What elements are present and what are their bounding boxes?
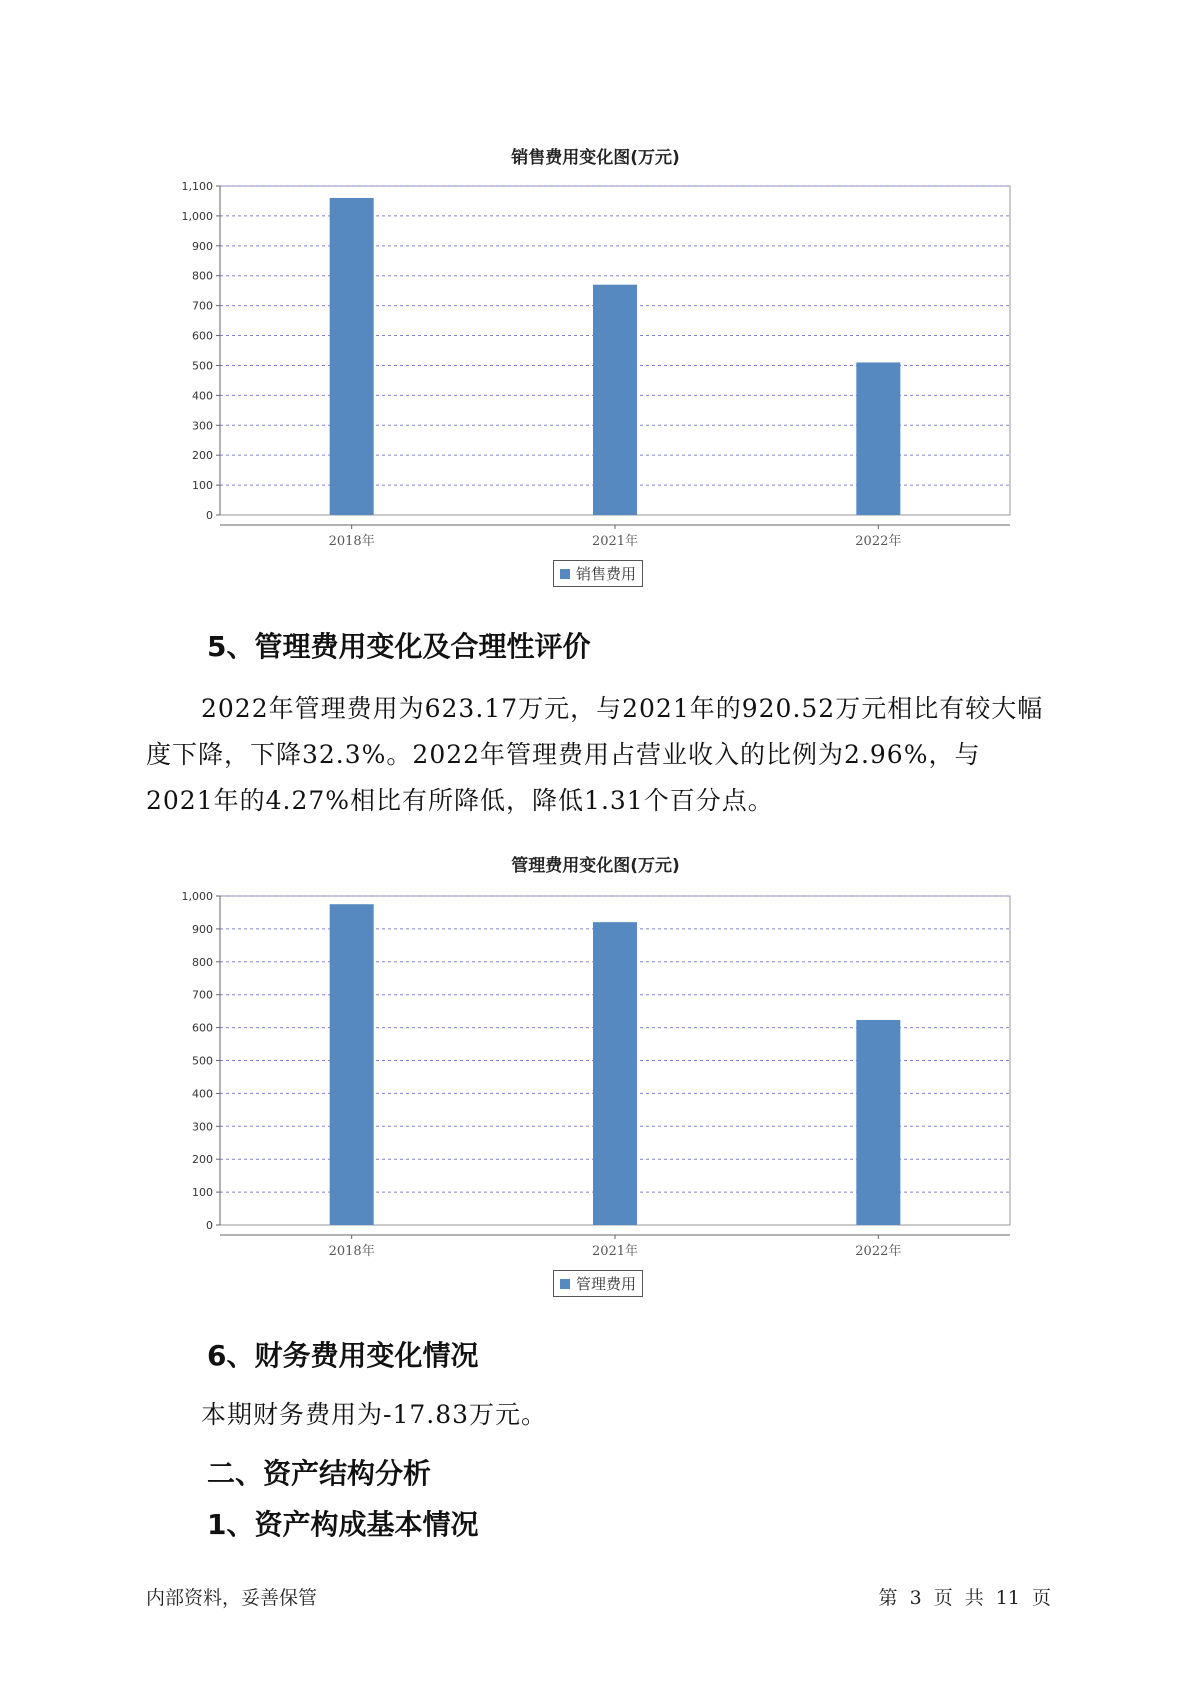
chart2-legend: [553, 1270, 643, 1297]
x-tick-label: 2021年: [591, 534, 639, 549]
y-tick-label: 200: [192, 1153, 213, 1167]
chart1-svg: [0, 170, 1191, 549]
section6-paragraph: 本期财务费用为-17.83万元。: [201, 1400, 548, 1429]
y-tick-label: 500: [192, 359, 213, 373]
part2-subheading-1: 1、资产构成基本情况: [207, 1508, 479, 1541]
y-tick-label: 600: [192, 1021, 213, 1035]
bar-2022年: [856, 362, 900, 515]
y-tick-label: 300: [192, 1120, 213, 1134]
y-tick-label: 900: [192, 239, 213, 253]
chart1-legend: [553, 560, 643, 587]
y-tick-label: 0: [206, 509, 213, 522]
y-tick-label: 200: [192, 449, 213, 463]
x-tick-label: 2018年: [328, 534, 375, 549]
y-tick-label: 800: [192, 955, 213, 969]
y-tick-label: 800: [192, 269, 213, 283]
x-tick-label: 2018年: [328, 1244, 375, 1259]
y-tick-label: 1,100: [181, 180, 213, 193]
legend-swatch: [560, 569, 570, 579]
y-tick-label: 0: [206, 1219, 213, 1232]
part2-heading: 二、资产结构分析: [207, 1457, 432, 1490]
y-tick-label: 400: [192, 1087, 213, 1101]
section5-paragraph: 2022年管理费用为623.17万元，与2021年的920.52万元相比有较大幅度下降，下降32.3%。2022年管理费用占营业收入的比例为2.96%，与2021年的4.27%相比有所降低，降低1.31个百分点。: [146, 694, 1044, 815]
chart1-title: 销售费用变化图(万元): [511, 148, 680, 168]
bar-2018年: [330, 904, 374, 1225]
y-tick-label: 600: [192, 329, 213, 343]
chart2-title: 管理费用变化图(万元): [511, 856, 680, 876]
footer-page-number: 第 3 页 共 11 页: [878, 1587, 1051, 1609]
y-tick-label: 500: [192, 1054, 213, 1068]
x-tick-label: 2022年: [855, 1244, 902, 1259]
chart2-legend-label: 管理费用: [576, 1275, 637, 1293]
section5-heading: 5、管理费用变化及合理性评价: [207, 630, 591, 663]
chart2-svg: [0, 880, 1191, 1259]
bar-2018年: [330, 198, 374, 515]
y-tick-label: 1,000: [181, 209, 213, 223]
bar-2021年: [593, 922, 637, 1225]
y-tick-label: 100: [192, 1186, 213, 1200]
x-tick-label: 2022年: [855, 534, 902, 549]
x-tick-label: 2021年: [591, 1244, 639, 1259]
y-tick-label: 700: [192, 299, 213, 313]
bar-2022年: [856, 1020, 900, 1225]
y-tick-label: 700: [192, 988, 213, 1002]
footer-confidential: 内部资料，妥善保管: [146, 1587, 318, 1609]
section6-heading: 6、财务费用变化情况: [207, 1339, 479, 1372]
y-tick-label: 1,000: [181, 890, 213, 903]
legend-swatch: [560, 1279, 570, 1289]
y-tick-label: 100: [192, 479, 213, 493]
y-tick-label: 300: [192, 419, 213, 433]
y-tick-label: 400: [192, 389, 213, 403]
y-tick-label: 900: [192, 922, 213, 936]
bar-2021年: [593, 285, 637, 515]
chart1-legend-label: 销售费用: [576, 565, 637, 583]
